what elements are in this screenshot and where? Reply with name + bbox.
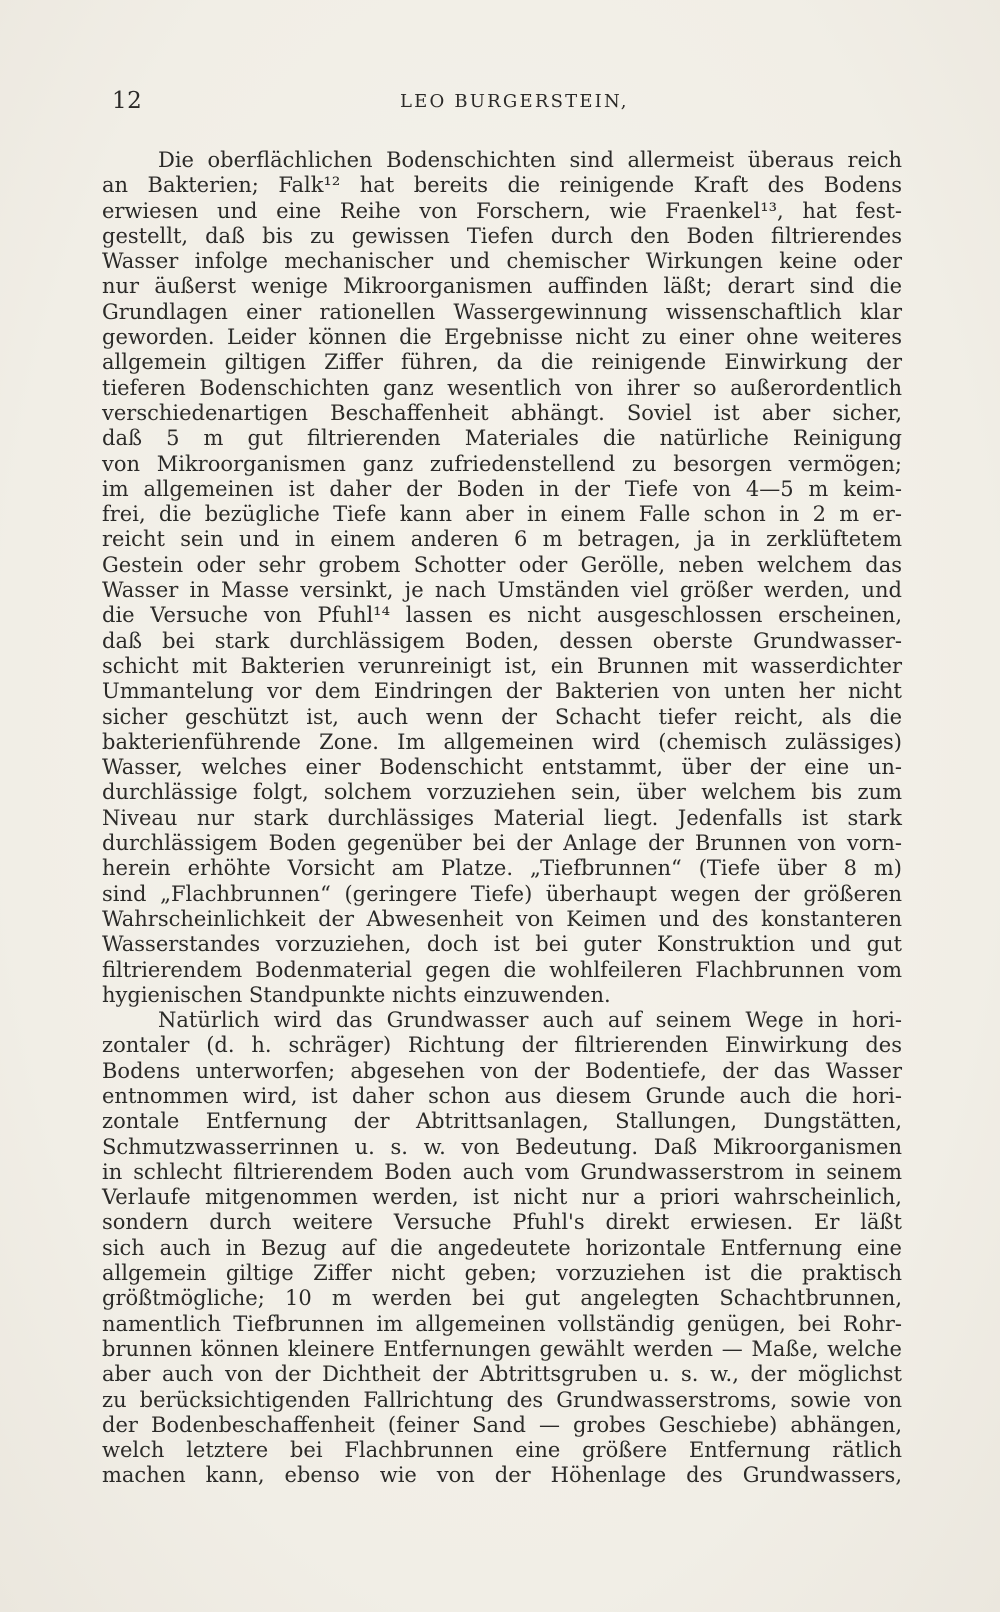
text-line: welch letztere bei Flachbrunnen eine größere Entfernung rätlich [102, 1438, 902, 1463]
text-line: Wasser infolge mechanischer und chemischer Wirkungen keine oder [102, 249, 902, 274]
text-line: der Bodenbeschaffenheit (feiner Sand — grobes Geschiebe) abhängen, [102, 1412, 902, 1437]
text-line: verschiedenartigen Beschaffenheit abhängt. Soviel ist aber sicher, [102, 400, 902, 425]
text-line: entnommen wird, ist daher schon aus diesem Grunde auch die hori- [102, 1083, 902, 1108]
text-line: geworden. Leider können die Ergebnisse nicht zu einer ohne weiteres [102, 325, 902, 350]
text-line: Die oberflächlichen Bodenschichten sind allermeist überaus reich [158, 148, 902, 172]
text-line: erwiesen und eine Reihe von Forschern, wie Fraenkel¹³, hat fest- [102, 198, 902, 223]
text-line: Bodens unterworfen; abgesehen von der Bodentiefe, der das Wasser [102, 1058, 902, 1083]
text-line: durchlässige folgt, solchem vorzuziehen sein, über welchem bis zum [102, 780, 902, 805]
text-line: die Versuche von Pfuhl¹⁴ lassen es nicht ausgeschlossen erscheinen, [102, 603, 902, 628]
text-line: Verlaufe mitgenommen werden, ist nicht nur a priori wahrscheinlich, [102, 1185, 902, 1210]
text-line: Niveau nur stark durchlässiges Material liegt. Jedenfalls ist stark [102, 805, 902, 830]
running-head [110, 88, 910, 118]
text-line: aber auch von der Dichtheit der Abtrittsgruben u. s. w., der möglichst [102, 1362, 902, 1387]
text-line: reicht sein und in einem anderen 6 m betragen, ja in zerklüftetem [102, 527, 902, 552]
text-line: herein erhöhte Vorsicht am Platze. „Tiefbrunnen“ (Tiefe über 8 m) [102, 856, 902, 881]
text-line: sind „Flachbrunnen“ (geringere Tiefe) überhaupt wegen der größeren [102, 881, 902, 906]
text-line: namentlich Tiefbrunnen im allgemeinen vollständig genügen, bei Rohr- [102, 1311, 902, 1336]
text-line: Grundlagen einer rationellen Wassergewinnung wissenschaftlich klar [102, 299, 902, 324]
text-line: gestellt, daß bis zu gewissen Tiefen durch den Boden filtrierendes [102, 223, 902, 248]
text-line: allgemein giltige Ziffer nicht geben; vorzuziehen ist die praktisch [102, 1261, 902, 1286]
text-line: größtmögliche; 10 m werden bei gut angelegten Schachtbrunnen, [102, 1286, 902, 1311]
running-title: LEO BURGERSTEIN, [400, 91, 629, 112]
text-line: Ummantelung vor dem Eindringen der Bakterien von unten her nicht [102, 679, 902, 704]
text-line: Wasserstandes vorzuziehen, doch ist bei guter Konstruktion und gut [102, 932, 902, 957]
body-text [102, 148, 902, 1489]
text-line: schicht mit Bakterien verunreinigt ist, ein Brunnen mit wasserdichter [102, 653, 902, 678]
text-line: sicher geschützt ist, auch wenn der Schacht tiefer reicht, als die [102, 704, 902, 729]
text-line: Natürlich wird das Grundwasser auch auf seinem Wege in hori- [158, 1008, 902, 1033]
text-line: an Bakterien; Falk¹² hat bereits die reinigende Kraft des Bodens [102, 173, 902, 198]
text-line: in schlecht filtrierendem Boden auch vom Grundwasserstrom in seinem [102, 1159, 902, 1184]
text-line: Gestein oder sehr grobem Schotter oder Gerölle, neben welchem das [102, 552, 902, 577]
text-line: filtrierendem Bodenmaterial gegen die wohlfeileren Flachbrunnen vom [102, 957, 902, 982]
text-line: durchlässigem Boden gegenüber bei der Anlage der Brunnen von vorn- [102, 831, 902, 856]
text-line: sondern durch weitere Versuche Pfuhl's direkt erwiesen. Er läßt [102, 1210, 902, 1235]
text-line: Wasser in Masse versinkt, je nach Umständen viel größer werden, und [102, 578, 902, 603]
text-line: nur äußerst wenige Mikroorganismen auffinden läßt; derart sind die [102, 274, 902, 299]
text-line: zontaler (d. h. schräger) Richtung der filtrierenden Einwirkung des [102, 1033, 902, 1058]
text-line: daß bei stark durchlässigem Boden, dessen oberste Grundwasser- [102, 628, 902, 653]
text-line: Wahrscheinlichkeit der Abwesenheit von Keimen und des konstanteren [102, 906, 902, 931]
text-line: Schmutzwasserrinnen u. s. w. von Bedeutung. Daß Mikroorganismen [102, 1134, 902, 1159]
text-line: daß 5 m gut filtrierenden Materiales die natürliche Reinigung [102, 426, 902, 451]
text-line: tieferen Bodenschichten ganz wesentlich von ihrer so außerordentlich [102, 375, 902, 400]
text-line: zu berücksichtigenden Fallrichtung des Grundwasserstroms, sowie von [102, 1387, 902, 1412]
text-line: sich auch in Bezug auf die angedeutete horizontale Entfernung eine [102, 1235, 902, 1260]
text-line: hygienischen Standpunkte nichts einzuwenden. [102, 982, 611, 1007]
text-line: bakterienführende Zone. Im allgemeinen wird (chemisch zulässiges) [102, 729, 902, 754]
text-line: von Mikroorganismen ganz zufriedenstellend zu besorgen vermögen; [102, 451, 902, 476]
text-line: zontale Entfernung der Abtrittsanlagen, Stallungen, Dungstätten, [102, 1109, 902, 1134]
text-line: machen kann, ebenso wie von der Höhenlage des Grundwassers, [102, 1463, 902, 1488]
page-number: 12 [112, 88, 143, 114]
text-line: allgemein giltigen Ziffer führen, da die reinigende Einwirkung der [102, 350, 902, 375]
text-line: Wasser, welches einer Bodenschicht entstammt, über der eine un- [102, 755, 902, 780]
text-line: brunnen können kleinere Entfernungen gewählt werden — Maße, welche [102, 1336, 902, 1361]
text-line: frei, die bezügliche Tiefe kann aber in einem Falle schon in 2 m er- [102, 502, 902, 527]
text-line: im allgemeinen ist daher der Boden in der Tiefe von 4—5 m keim- [102, 476, 902, 501]
